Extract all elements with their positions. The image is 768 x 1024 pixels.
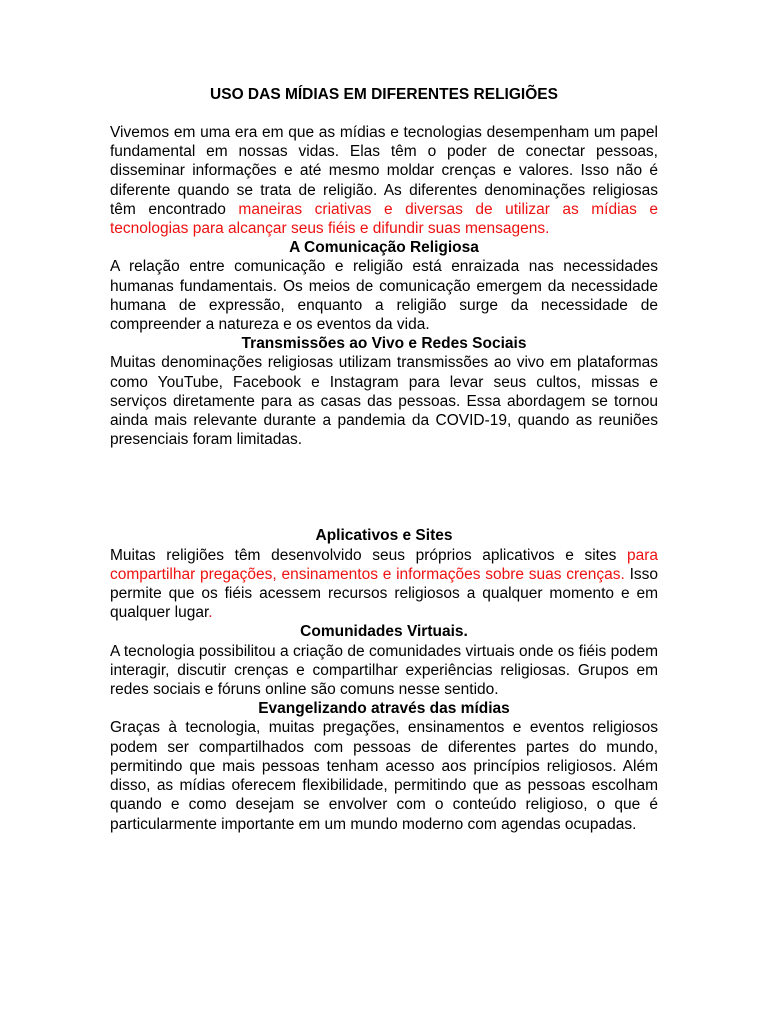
document-page bbox=[110, 85, 658, 834]
aplicativos-text-end: Isso permite que os fiéis acessem recursos religiosos a qualquer momento e em qualquer lugar bbox=[110, 565, 658, 622]
section-heading-aplicativos: Aplicativos e Sites bbox=[315, 527, 453, 545]
aplicativos-highlight-period: . bbox=[208, 604, 213, 622]
section-paragraph-evangelizando: Graças à tecnologia, muitas pregações, ensinamentos e eventos religiosos podem ser compartilhados com pessoas de diferentes partes do mundo, permitindo que mais pessoas tenham acesso aos princípios religiosos. Além disso, as mídias oferecem flexibilidade, permitindo que as pessoas escolham quando e como desejam se envolver com o conteúdo religioso, o que é particularmente importante em um mundo moderno com agendas ocupadas. bbox=[110, 719, 658, 833]
aplicativos-highlight: para compartilhar pregações, ensinamentos e informações sobre suas crenças. bbox=[110, 546, 658, 583]
section-paragraph-comunicacao: A relação entre comunicação e religião está enraizada nas necessidades humanas fundamentais. Os meios de comunicação emergem da necessidade humana de expressão, enquanto a religião surge da necessidade de compreender a natureza e os eventos da vida. bbox=[110, 258, 658, 334]
section-heading-comunicacao: A Comunicação Religiosa bbox=[289, 239, 479, 257]
section-heading-transmissoes: Transmissões ao Vivo e Redes Sociais bbox=[241, 335, 527, 353]
intro-highlight: maneiras criativas e diversas de utilizar as mídias e tecnologias para alcançar seus fiéis e difundir suas mensagens. bbox=[110, 200, 658, 238]
section-paragraph-transmissoes: Muitas denominações religiosas utilizam transmissões ao vivo em plataformas como YouTube, Facebook e Instagram para levar seus cultos, missas e serviços diretamente para as casas das pessoas. Essa abordagem se tornou ainda mais relevante durante a pandemia da COVID-19, quando as reuniões presenciais foram limitadas. bbox=[110, 354, 658, 449]
section-heading-evangelizando: Evangelizando através das mídias bbox=[258, 700, 510, 718]
intro-paragraph bbox=[110, 123, 658, 238]
section-paragraph-aplicativos bbox=[110, 546, 658, 623]
aplicativos-text-start: Muitas religiões têm desenvolvido seus próprios aplicativos e sites bbox=[110, 546, 627, 564]
section-heading-comunidades: Comunidades Virtuais. bbox=[300, 623, 468, 641]
intro-text: Vivemos em uma era em que as mídias e tecnologias desempenham um papel fundamental em nossas vidas. Elas têm o poder de conectar pessoas, disseminar informações e até mesmo moldar crenças e valores. Isso não é diferente quando se trata de religião. As diferentes denominações religiosas têm encontrado bbox=[110, 124, 658, 218]
section-paragraph-comunidades: A tecnologia possibilitou a criação de comunidades virtuais onde os fiéis podem interagir, discutir crenças e compartilhar experiências religiosas. Grupos em redes sociais e fóruns online são comuns nesse sentido. bbox=[110, 642, 658, 699]
blank-space bbox=[110, 449, 658, 526]
document-title: USO DAS MÍDIAS EM DIFERENTES RELIGIÕES bbox=[210, 86, 558, 103]
